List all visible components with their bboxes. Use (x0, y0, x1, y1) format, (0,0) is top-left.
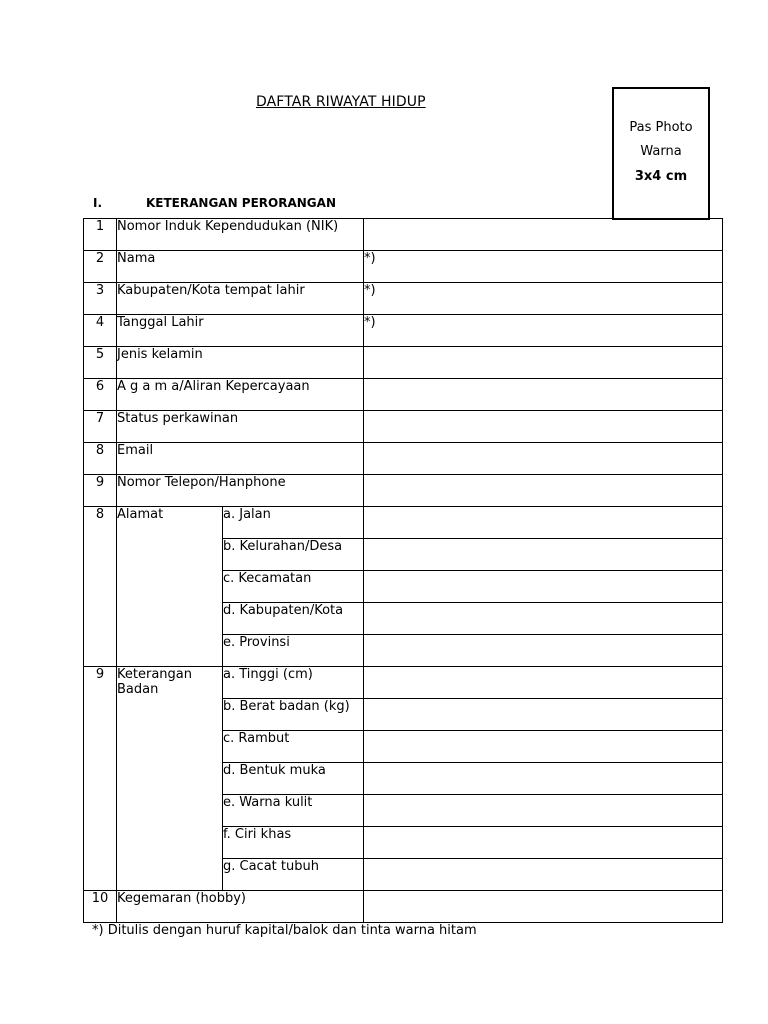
row-number: 8 (84, 443, 117, 475)
row-label: Kabupaten/Kota tempat lahir (117, 283, 364, 315)
badan-sub-label: a. Tinggi (cm) (223, 667, 364, 699)
row-value-field[interactable] (364, 347, 723, 379)
row-value-field[interactable] (364, 219, 723, 251)
footnote: *) Ditulis dengan huruf kapital/balok dan tinta warna hitam (92, 923, 477, 938)
row-number: 7 (84, 411, 117, 443)
row-value-field[interactable]: *) (364, 315, 723, 347)
badan-sub-label: c. Rambut (223, 731, 364, 763)
badan-number: 9 (84, 667, 117, 891)
row-value-field[interactable]: *) (364, 283, 723, 315)
table-row-alamat (84, 507, 723, 539)
row-number: 3 (84, 283, 117, 315)
photo-label-line1: Pas Photo (629, 120, 693, 135)
badan-value-field[interactable] (364, 667, 723, 699)
row-label: A g a m a/Aliran Kepercayaan (117, 379, 364, 411)
section-number: I. (93, 196, 103, 210)
document-title: DAFTAR RIWAYAT HIDUP (256, 94, 426, 110)
row-number: 2 (84, 251, 117, 283)
table-row (84, 283, 723, 315)
table-row (84, 251, 723, 283)
alamat-sub-label: d. Kabupaten/Kota (223, 603, 364, 635)
badan-value-field[interactable] (364, 731, 723, 763)
row-label: Nomor Induk Kependudukan (NIK) (117, 219, 364, 251)
alamat-value-field[interactable] (364, 507, 723, 539)
row-label: Kegemaran (hobby) (117, 891, 364, 923)
badan-sub-label: f. Ciri khas (223, 827, 364, 859)
photo-box (612, 87, 710, 220)
badan-sub-label: g. Cacat tubuh (223, 859, 364, 891)
row-number: 9 (84, 475, 117, 507)
photo-label-line2: Warna (640, 144, 682, 159)
personal-info-table (83, 218, 723, 923)
table-row (84, 379, 723, 411)
row-value-field[interactable] (364, 379, 723, 411)
row-value-field[interactable] (364, 891, 723, 923)
badan-value-field[interactable] (364, 699, 723, 731)
badan-value-field[interactable] (364, 859, 723, 891)
alamat-label: Alamat (117, 507, 223, 667)
table-row (84, 411, 723, 443)
row-value-field[interactable] (364, 443, 723, 475)
badan-sub-label: e. Warna kulit (223, 795, 364, 827)
alamat-number: 8 (84, 507, 117, 667)
alamat-value-field[interactable] (364, 603, 723, 635)
row-label: Status perkawinan (117, 411, 364, 443)
alamat-value-field[interactable] (364, 635, 723, 667)
photo-size-label: 3x4 cm (634, 169, 688, 184)
table-row (84, 475, 723, 507)
row-label: Tanggal Lahir (117, 315, 364, 347)
table-row (84, 443, 723, 475)
table-row-badan (84, 667, 723, 699)
badan-sub-label: d. Bentuk muka (223, 763, 364, 795)
alamat-sub-label: b. Kelurahan/Desa (223, 539, 364, 571)
table-row (84, 315, 723, 347)
row-label: Email (117, 443, 364, 475)
alamat-sub-label: a. Jalan (223, 507, 364, 539)
row-number: 4 (84, 315, 117, 347)
row-value-field[interactable] (364, 411, 723, 443)
row-value-field[interactable] (364, 475, 723, 507)
row-label: Nama (117, 251, 364, 283)
table-row (84, 347, 723, 379)
alamat-value-field[interactable] (364, 539, 723, 571)
badan-label: Keterangan Badan (117, 667, 223, 891)
alamat-value-field[interactable] (364, 571, 723, 603)
row-number: 5 (84, 347, 117, 379)
alamat-sub-label: e. Provinsi (223, 635, 364, 667)
alamat-sub-label: c. Kecamatan (223, 571, 364, 603)
table-row (84, 891, 723, 923)
badan-value-field[interactable] (364, 827, 723, 859)
row-label: Nomor Telepon/Hanphone (117, 475, 364, 507)
badan-value-field[interactable] (364, 795, 723, 827)
section-title: KETERANGAN PERORANGAN (146, 196, 336, 210)
row-number: 10 (84, 891, 117, 923)
row-number: 6 (84, 379, 117, 411)
table-row (84, 219, 723, 251)
row-label: Jenis kelamin (117, 347, 364, 379)
row-value-field[interactable]: *) (364, 251, 723, 283)
badan-sub-label: b. Berat badan (kg) (223, 699, 364, 731)
badan-value-field[interactable] (364, 763, 723, 795)
row-number: 1 (84, 219, 117, 251)
